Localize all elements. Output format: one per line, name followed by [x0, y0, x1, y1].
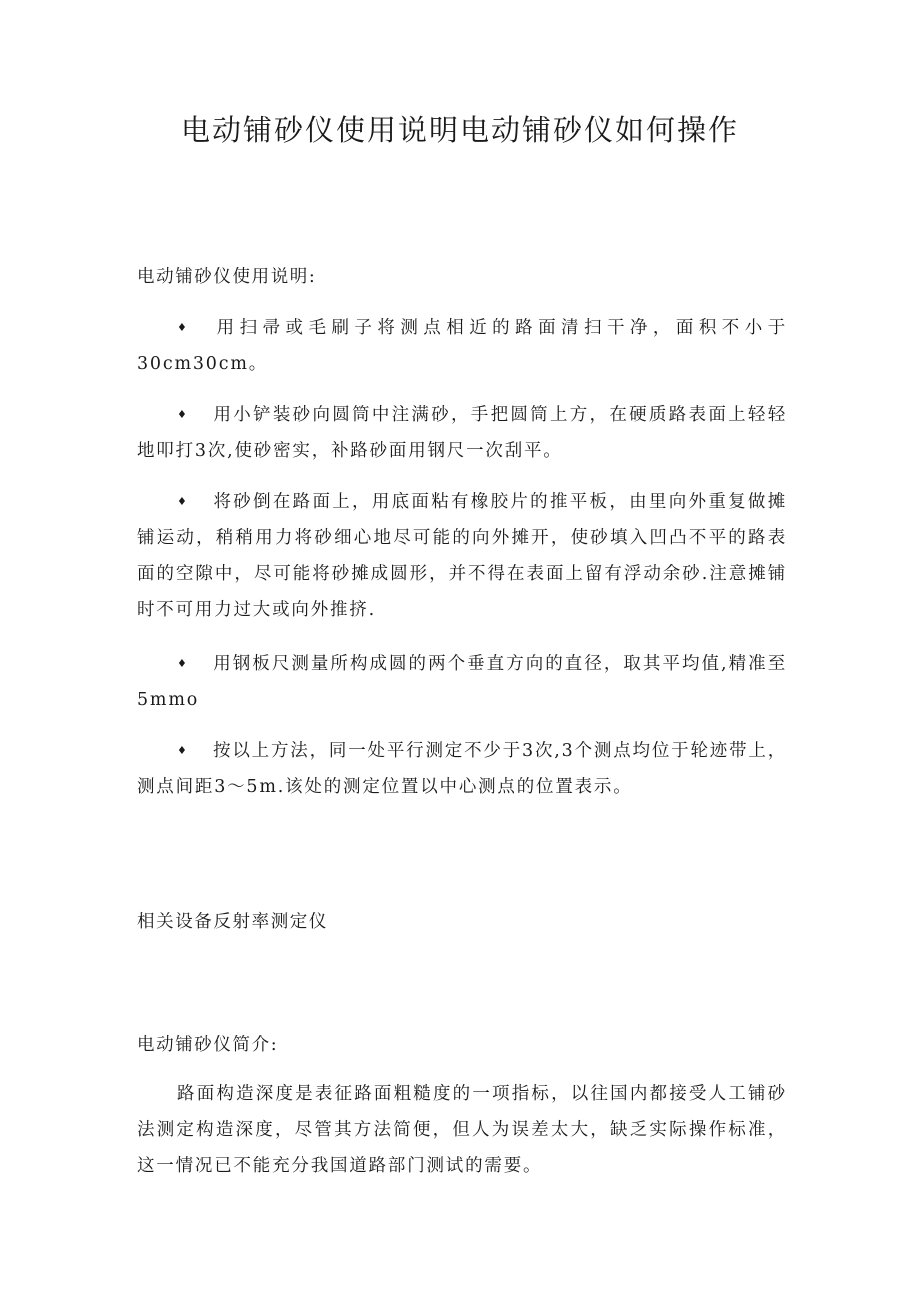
section-heading-intro: 电动铺砂仪简介:	[137, 1035, 279, 1055]
step-1	[137, 310, 787, 382]
section-heading-usage: 电动铺砂仪使用说明:	[137, 267, 317, 287]
step-5-text: 按以上方法，同一处平行测定不少于3次,3个测点均位于轮迹带上，测点间距3～5m.该处的测定位置以中心测点的位置表示。	[137, 741, 787, 797]
diamond-bullet-icon: ♦	[177, 408, 189, 421]
diamond-bullet-icon: ♦	[177, 657, 189, 670]
diamond-bullet-icon: ♦	[177, 321, 189, 334]
step-5	[137, 733, 787, 805]
step-2	[137, 397, 787, 469]
step-4	[137, 646, 787, 718]
related-equipment-label: 相关设备反射率测定仪	[137, 912, 328, 932]
step-1-text: 用扫帚或毛刷子将测点相近的路面清扫干净，面积不小于30cm30cm。	[137, 318, 787, 374]
page-title: 电动铺砂仪使用说明电动铺砂仪如何操作	[180, 113, 739, 147]
step-3	[137, 484, 787, 628]
intro-paragraph: 路面构造深度是表征路面粗糙度的一项指标，以往国内都接受人工铺砂法测定构造深度，尽管其方法简便，但人为误差太大，缺乏实际操作标准，这一情况已不能充分我国道路部门测试的需要。	[137, 1084, 787, 1176]
step-2-text: 用小铲装砂向圆筒中注满砂，手把圆筒上方，在硬质路表面上轻轻地叩打3次,使砂密实，补路砂面用钢尺一次刮平。	[137, 405, 787, 461]
step-3-text: 将砂倒在路面上，用底面粘有橡胶片的推平板，由里向外重复做摊铺运动，稍稍用力将砂细心地尽可能的向外摊开，使砂填入凹凸不平的路表面的空隙中，尽可能将砂摊成圆形，并不得在表面上留有浮动余砂.注意摊铺时不可用力过大或向外推挤.	[137, 492, 787, 620]
diamond-bullet-icon: ♦	[177, 495, 189, 508]
step-4-text: 用钢板尺测量所构成圆的两个垂直方向的直径，取其平均值,精准至5mmo	[137, 654, 787, 710]
diamond-bullet-icon: ♦	[177, 744, 189, 757]
